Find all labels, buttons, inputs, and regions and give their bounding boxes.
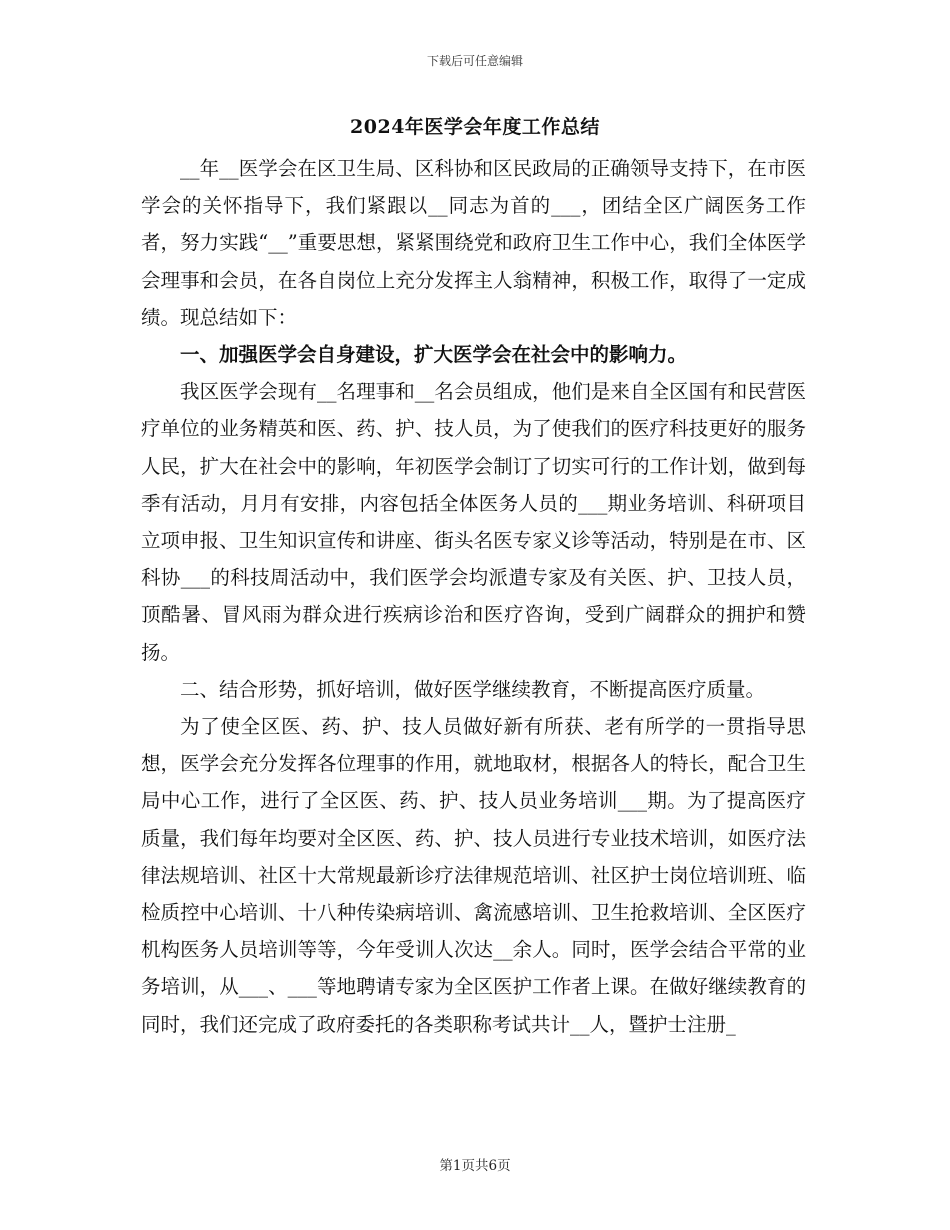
section-heading-2: 二、结合形势，抓好培训，做好医学继续教育，不断提高医疗质量。 <box>180 677 766 701</box>
intro-paragraph: __年__医学会在区卫生局、区科协和区民政局的正确领导支持下，在市医学会的关怀指导下，我们紧跟以__同志为首的___，团结全区广阔医务工作者，努力实践“__”重要思想，紧紧围绕党和政府卫生工作中心，我们全体医学会理事和会员，在各自岗位上充分发挥主人翁精神，积极工作，取得了一定成绩。现总结如下： <box>141 157 806 329</box>
page-header-note: 下载后可任意编辑 <box>426 54 523 68</box>
section-2-paragraph: 为了使全区医、药、护、技人员做好新有所获、老有所学的一贯指导思想，医学会充分发挥各位理事的作用，就地取材，根据各人的特长，配合卫生局中心工作，进行了全区医、药、护、技人员业务培训___期。为了提高医疗质量，我们每年均要对全区医、药、护、技人员进行专业技术培训，如医疗法律法规培训、社区十大常规最新诊疗法律规范培训、社区护士岗位培训班、临检质控中心培训、十八种传染病培训、禽流感培训、卫生抢救培训、全区医疗机构医务人员培训等等，今年受训人次达__余人。同时，医学会结合平常的业务培训，从___、___等地聘请专家为全区医护工作者上课。在做好继续教育的同时，我们还完成了政府委托的各类职称考试共计__人，暨护士注册_ <box>141 715 806 1036</box>
section-heading-1: 一、加强医学会自身建设，扩大医学会在社会中的影响力。 <box>180 343 688 367</box>
section-1-paragraph: 我区医学会现有__名理事和__名会员组成，他们是来自全区国有和民营医疗单位的业务精英和医、药、护、技人员，为了使我们的医疗科技更好的服务人民，扩大在社会中的影响，年初医学会制订了切实可行的工作计划，做到每季有活动，月月有安排，内容包括全体医务人员的___期业务培训、科研项目立项申报、卫生知识宣传和讲座、街头名医专家义诊等活动，特别是在市、区科协___的科技周活动中，我们医学会均派遣专家及有关医、护、卫技人员，顶酷暑、冒风雨为群众进行疾病诊治和医疗咨询，受到广阔群众的拥护和赞扬。 <box>141 380 806 664</box>
page-number: 第1页共6页 <box>439 1158 511 1174</box>
document-body <box>141 150 806 1043</box>
document-title: 2024年医学会年度工作总结 <box>350 116 600 138</box>
